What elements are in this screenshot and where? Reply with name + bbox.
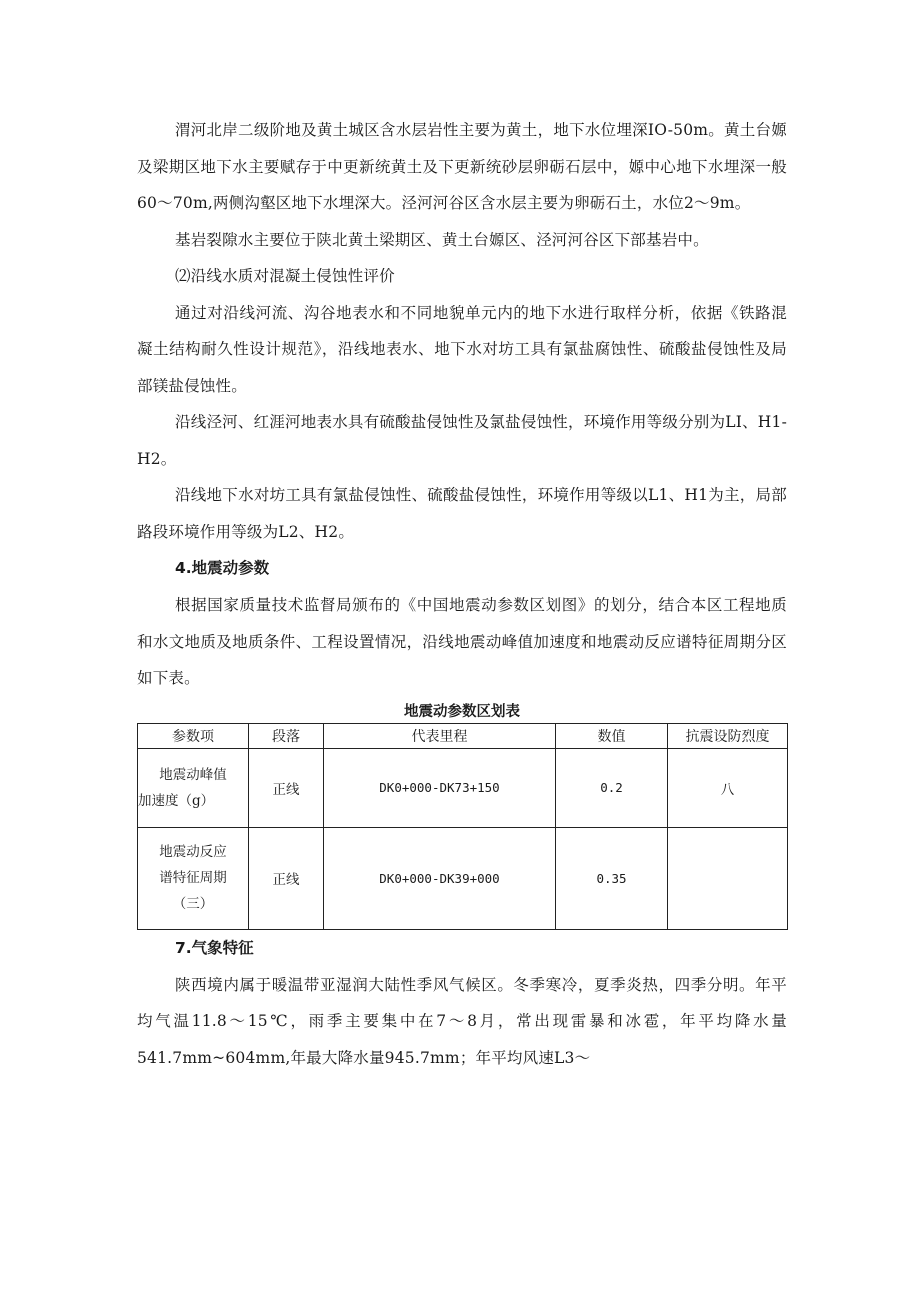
param-cell <box>138 827 249 929</box>
table-header-row <box>138 723 788 748</box>
table-row <box>138 748 788 827</box>
param-cell <box>138 748 249 827</box>
table-header-cell: 抗震设防烈度 <box>668 723 788 748</box>
paragraph-surface-water: 沿线泾河、红涯河地表水具有硫酸盐侵蚀性及氯盐侵蚀性，环境作用等级分别为LI、H1-H2。 <box>137 413 787 468</box>
paragraph-climate: 陕西境内属于暖温带亚湿润大陆性季风气候区。冬季寒冷，夏季炎热，四季分明。年平均气温11.8～15℃，雨季主要集中在7～8月，常出现雷暴和冰雹，年平均降水量541.7mm~604mm,年最大降水量945.7mm；年平均风速L3～ <box>137 975 787 1067</box>
mileage-cell: DK0+000-DK39+000 <box>324 827 556 929</box>
param-line: （三） <box>172 896 214 912</box>
intensity-cell <box>668 827 788 929</box>
paragraph-groundwater: 沿线地下水对坊工具有氯盐侵蚀性、硫酸盐侵蚀性，环境作用等级以L1、H1为主，局部路段环境作用等级为L2、H2。 <box>137 486 787 541</box>
subheading-water-quality: ⑵沿线水质对混凝土侵蚀性评价 <box>175 267 395 285</box>
mileage-cell: DK0+000-DK73+150 <box>324 748 556 827</box>
intensity-cell: 八 <box>668 748 788 827</box>
table-header-cell: 参数项 <box>138 723 249 748</box>
seismic-parameter-table <box>137 723 788 930</box>
table-title: 地震动参数区划表 <box>404 703 520 720</box>
param-line: 加速度（g） <box>138 792 215 809</box>
param-line: 谱特征周期 <box>159 870 227 886</box>
table-header-cell: 数值 <box>556 723 668 748</box>
value-cell: 0.2 <box>556 748 668 827</box>
table-row <box>138 827 788 929</box>
param-line: 地震动反应 <box>159 844 227 860</box>
section-heading-climate: 7.气象特征 <box>175 938 254 957</box>
param-line: 地震动峰值 <box>159 766 227 783</box>
table-header-cell: 代表里程 <box>324 723 556 748</box>
section-heading-seismic: 4.地震动参数 <box>175 559 270 577</box>
segment-cell: 正线 <box>249 827 324 929</box>
document-page <box>137 112 787 1076</box>
paragraph-sampling-analysis: 通过对沿线河流、沟谷地表水和不同地貌单元内的地下水进行取样分析，依据《铁路混凝土结构耐久性设计规范》，沿线地表水、地下水对坊工具有氯盐腐蚀性、硫酸盐侵蚀性及局部镁盐侵蚀性。 <box>137 303 787 395</box>
segment-cell: 正线 <box>249 748 324 827</box>
paragraph-seismic-zoning: 根据国家质量技术监督局颁布的《中国地震动参数区划图》的划分，结合本区工程地质和水文地质及地质条件、工程设置情况，沿线地震动峰值加速度和地震动反应谱特征周期分区如下表。 <box>137 596 787 687</box>
value-cell: 0.35 <box>556 827 668 929</box>
paragraph-bedrock-water: 基岩裂隙水主要位于陕北黄土梁期区、黄土台嫄区、泾河河谷区下部基岩中。 <box>175 230 709 249</box>
table-header-cell: 段落 <box>249 723 324 748</box>
paragraph-aquifer-north: 渭河北岸二级阶地及黄土城区含水层岩性主要为黄土，地下水位埋深IO-50m。黄土台嫄及梁期区地下水主要赋存于中更新统黄土及下更新统砂层卵砺石层中，嫄中心地下水埋深一般60～70m,两侧沟壑区地下水埋深大。泾河河谷区含水层主要为卵砺石土，水位2～9m。 <box>137 121 787 212</box>
